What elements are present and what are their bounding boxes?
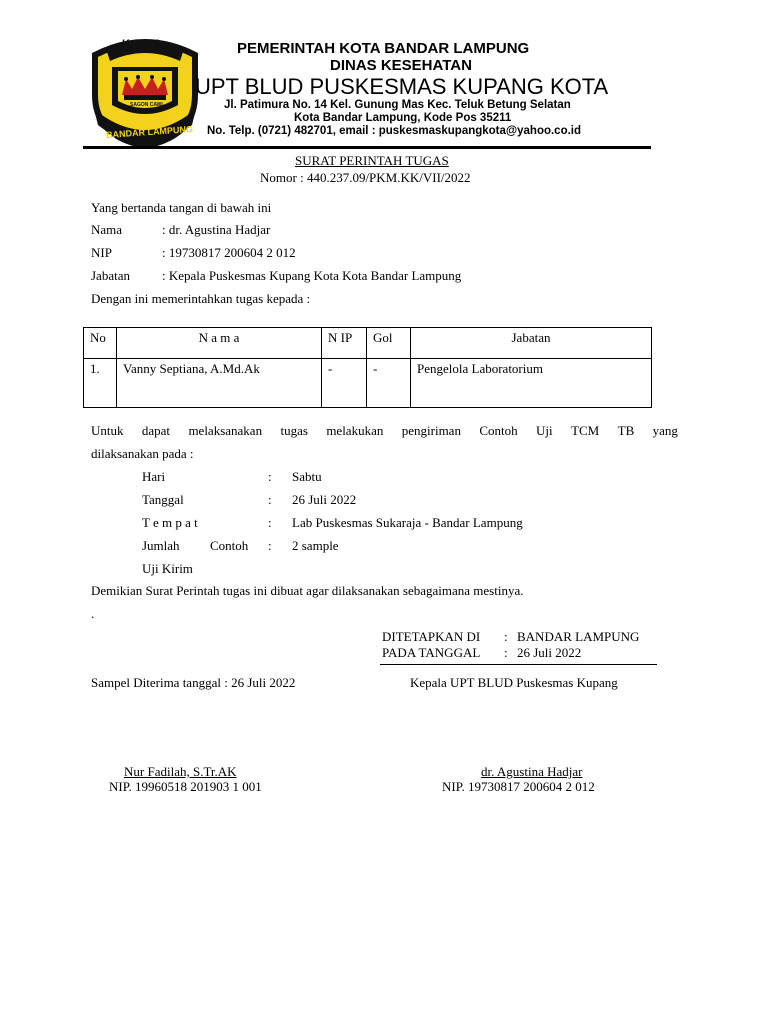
tempat-label: T e m p a t <box>142 515 198 530</box>
pada-tanggal-value: 26 Juli 2022 <box>517 645 582 660</box>
sample-received-text: Sampel Diterima tanggal : 26 Juli 2022 <box>91 675 296 690</box>
header-line-3: UPT BLUD PUSKESMAS KUPANG KOTA <box>195 74 609 99</box>
task-word: Contoh <box>479 423 518 438</box>
col-header-gol: Gol <box>367 328 411 359</box>
logo-top-text: KOTA <box>122 38 165 50</box>
task-word: melakukan <box>326 423 384 438</box>
document-title: SURAT PERINTAH TUGAS <box>295 153 449 168</box>
pada-tanggal-label: PADA TANGGAL <box>382 645 481 660</box>
jabatan-value: : Kepala Puskesmas Kupang Kota Kota Bandar Lampung <box>162 268 462 283</box>
hari-label: Hari <box>142 469 166 484</box>
left-signer-name: Nur Fadilah, S.Tr.AK <box>124 764 237 779</box>
nip-label: NIP <box>91 245 112 260</box>
intro-text: Yang bertanda tangan di bawah ini <box>91 200 272 215</box>
task-word: Uji <box>536 423 553 438</box>
ditetapkan-colon: : <box>504 629 508 644</box>
hari-colon: : <box>268 469 272 484</box>
document-number: Nomor : 440.237.09/PKM.KK/VII/2022 <box>260 170 471 185</box>
right-signer-name: dr. Agustina Hadjar <box>481 764 583 779</box>
cell-nama: Vanny Septiana, A.Md.Ak <box>117 359 322 408</box>
uji-kirim-label: Uji Kirim <box>142 561 193 576</box>
task-word: yang <box>652 423 678 438</box>
ditetapkan-label: DITETAPKAN DI <box>382 629 481 644</box>
right-signer-nip: NIP. 19730817 200604 2 012 <box>442 779 595 794</box>
col-header-nama: N a m a <box>117 328 322 359</box>
task-line-1 <box>91 423 678 439</box>
left-signer-nip: NIP. 19960518 201903 1 001 <box>109 779 262 794</box>
nip-value: : 19730817 200604 2 012 <box>162 245 296 260</box>
header-line-1: PEMERINTAH KOTA BANDAR LAMPUNG <box>237 40 530 57</box>
tanggal-label: Tanggal <box>142 492 184 507</box>
cell-jabatan: Pengelola Laboratorium <box>411 359 652 408</box>
tempat-colon: : <box>268 515 272 530</box>
pada-tanggal-colon: : <box>504 645 508 660</box>
closing-text: Demikian Surat Perintah tugas ini dibuat agar dilaksanakan sebagaimana mestinya. <box>91 583 524 598</box>
assignee-table <box>83 327 652 408</box>
header-line-5: Kota Bandar Lampung, Kode Pos 35211 <box>294 112 512 124</box>
task-line-2: dilaksanakan pada : <box>91 446 194 461</box>
table-header-row <box>84 328 652 359</box>
ditetapkan-value: BANDAR LAMPUNG <box>517 629 640 644</box>
task-word: TCM <box>571 423 600 438</box>
contoh-label: Contoh <box>210 538 249 553</box>
jabatan-label: Jabatan <box>91 268 130 283</box>
head-title-text: Kepala UPT BLUD Puskesmas Kupang <box>410 675 618 690</box>
header-line-6: No. Telp. (0721) 482701, email : puskesmaskupangkota@yahoo.co.id <box>207 125 582 137</box>
header-divider <box>83 146 651 149</box>
cell-no: 1. <box>84 359 117 408</box>
cell-gol: - <box>367 359 411 408</box>
task-word: dapat <box>141 423 171 438</box>
task-word: pengiriman <box>401 423 461 438</box>
task-word: TB <box>617 423 635 438</box>
logo-motto: SAGON CAWI <box>130 102 163 108</box>
nama-value: : dr. Agustina Hadjar <box>162 222 271 237</box>
header-line-4: Jl. Patimura No. 14 Kel. Gunung Mas Kec. Teluk Betung Selatan <box>224 99 571 111</box>
logo-bottom-text: BANDAR LAMPUNG <box>105 123 194 141</box>
instruction-text: Dengan ini memerintahkan tugas kepada : <box>91 291 311 306</box>
city-logo <box>84 35 206 151</box>
col-header-nip: N IP <box>322 328 367 359</box>
task-word: Untuk <box>91 423 124 438</box>
table-row <box>84 359 652 408</box>
jumlah-label: Jumlah <box>142 538 180 553</box>
col-header-no: No <box>84 328 117 359</box>
task-word: melaksanakan <box>188 423 263 438</box>
jumlah-colon: : <box>268 538 272 553</box>
cell-nip: - <box>322 359 367 408</box>
task-word: tugas <box>280 423 308 438</box>
tanggal-colon: : <box>268 492 272 507</box>
hari-value: Sabtu <box>292 469 322 484</box>
decree-divider <box>380 664 657 665</box>
col-header-jabatan: Jabatan <box>411 328 652 359</box>
jumlah-value: 2 sample <box>292 538 339 553</box>
header-line-2: DINAS KESEHATAN <box>330 57 472 74</box>
nama-label: Nama <box>91 222 123 237</box>
tanggal-value: 26 Juli 2022 <box>292 492 357 507</box>
tempat-value: Lab Puskesmas Sukaraja - Bandar Lampung <box>292 515 523 530</box>
stray-dot: . <box>91 606 95 621</box>
